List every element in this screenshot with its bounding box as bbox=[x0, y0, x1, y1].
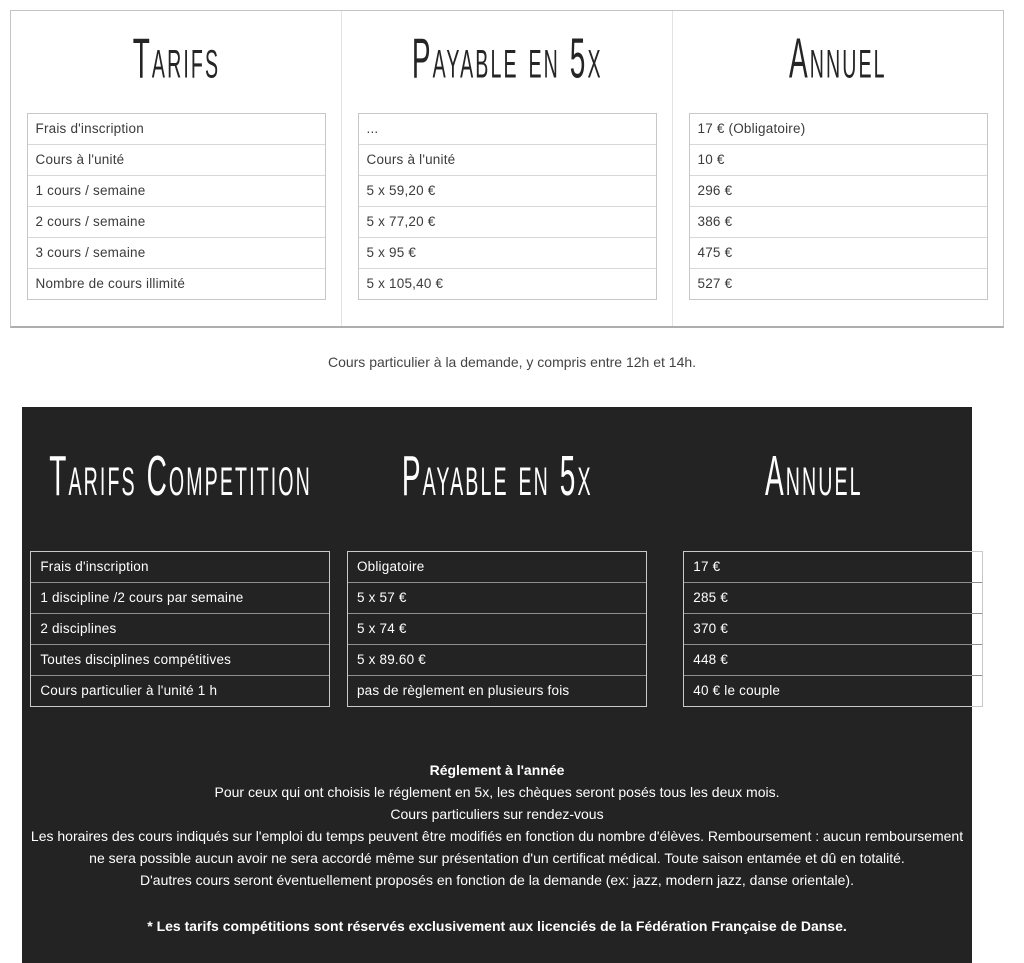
competition-annuel-title-text: Annuel bbox=[764, 445, 863, 508]
table-row: 40 € le couple bbox=[684, 675, 982, 706]
competition-notes bbox=[22, 759, 972, 937]
table-row: ... bbox=[366, 121, 379, 136]
table-row: 5 x 89.60 € bbox=[348, 644, 646, 675]
table-row: Nombre de cours illimité bbox=[28, 268, 325, 299]
notes-footnote: * Les tarifs compétitions sont réservés exclusivement aux licenciés de la Fédération Française de Danse. bbox=[147, 918, 847, 934]
table-row: 2 cours / semaine bbox=[28, 206, 325, 237]
table-row: 5 x 74 € bbox=[348, 613, 646, 644]
competition-column-labels bbox=[22, 407, 339, 707]
table-row: 5 x 57 € bbox=[348, 582, 646, 613]
competition-title bbox=[22, 407, 339, 547]
tarifs-column-labels bbox=[11, 11, 341, 326]
table-row: Toutes disciplines compétitives bbox=[31, 644, 329, 675]
table-row: 2 disciplines bbox=[31, 613, 329, 644]
table-row: 448 € bbox=[684, 644, 982, 675]
table-row: Frais d'inscription bbox=[35, 121, 144, 136]
table-row: 527 € bbox=[690, 268, 987, 299]
competition-payable-5x-title-text: Payable en 5x bbox=[401, 445, 593, 508]
annuel-table bbox=[689, 113, 988, 300]
tarifs-column-annuel bbox=[672, 11, 1003, 326]
notes-heading: Réglement à l'année bbox=[429, 762, 565, 778]
competition-labels-table bbox=[30, 551, 330, 707]
table-row: 5 x 59,20 € bbox=[359, 175, 656, 206]
table-row: 5 x 95 € bbox=[359, 237, 656, 268]
tarifs-labels-table bbox=[27, 113, 326, 300]
table-row: Cours à l'unité bbox=[28, 144, 325, 175]
payable-5x-title bbox=[342, 11, 672, 107]
table-row: 3 cours / semaine bbox=[28, 237, 325, 268]
table-row: 475 € bbox=[690, 237, 987, 268]
tarifs-title-text: Tarifs bbox=[132, 27, 220, 90]
table-row: 1 discipline /2 cours par semaine bbox=[31, 582, 329, 613]
competition-title-text: Tarifs Competition bbox=[49, 445, 312, 508]
table-row: 370 € bbox=[684, 613, 982, 644]
table-row: Obligatoire bbox=[356, 559, 425, 574]
competition-panel bbox=[22, 407, 972, 963]
annuel-title-text: Annuel bbox=[789, 27, 887, 90]
table-row: 296 € bbox=[690, 175, 987, 206]
table-row: Cours à l'unité bbox=[359, 144, 656, 175]
tarifs-panel bbox=[10, 10, 1004, 328]
notes-line: Pour ceux qui ont choisis le réglement en 5x, les chèques seront posés tous les deux mois. bbox=[214, 784, 780, 800]
payable-5x-table bbox=[358, 113, 657, 300]
table-row: Frais d'inscription bbox=[40, 559, 149, 574]
payable-5x-title-text: Payable en 5x bbox=[411, 27, 603, 90]
table-row: 17 € (Obligatoire) bbox=[697, 121, 806, 136]
notes-line: Cours particuliers sur rendez-vous bbox=[390, 806, 604, 822]
table-row: pas de règlement en plusieurs fois bbox=[348, 675, 646, 706]
notes-line: Les horaires des cours indiqués sur l'emploi du temps peuvent être modifiés en fonction du nombre d'élèves. Remboursement : aucun remboursement ne sera possible aucun avoir ne sera accordé même sur présentation d'un certificat médical. Toute saison entamée et dû en totalité. bbox=[30, 828, 964, 866]
table-row: 285 € bbox=[684, 582, 982, 613]
competition-annuel-table bbox=[683, 551, 983, 707]
table-row: 1 cours / semaine bbox=[28, 175, 325, 206]
tarifs-title bbox=[11, 11, 341, 107]
private-lesson-note: Cours particulier à la demande, y compris entre 12h et 14h. bbox=[327, 354, 697, 370]
competition-payable-5x-table bbox=[347, 551, 647, 707]
table-row: 10 € bbox=[690, 144, 987, 175]
notes-line: D'autres cours seront éventuellement proposés en fonction de la demande (ex: jazz, modern jazz, danse orientale). bbox=[140, 872, 854, 888]
competition-column-annuel bbox=[655, 407, 972, 707]
table-row: 5 x 77,20 € bbox=[359, 206, 656, 237]
competition-payable-5x-title bbox=[339, 407, 656, 547]
table-row: 386 € bbox=[690, 206, 987, 237]
table-row: Cours particulier à l'unité 1 h bbox=[31, 675, 329, 706]
table-row: 5 x 105,40 € bbox=[359, 268, 656, 299]
tarifs-column-payable5x bbox=[341, 11, 672, 326]
table-row: 17 € bbox=[693, 559, 721, 574]
competition-annuel-title bbox=[655, 407, 972, 547]
competition-column-payable5x bbox=[339, 407, 656, 707]
annuel-title bbox=[673, 11, 1003, 107]
